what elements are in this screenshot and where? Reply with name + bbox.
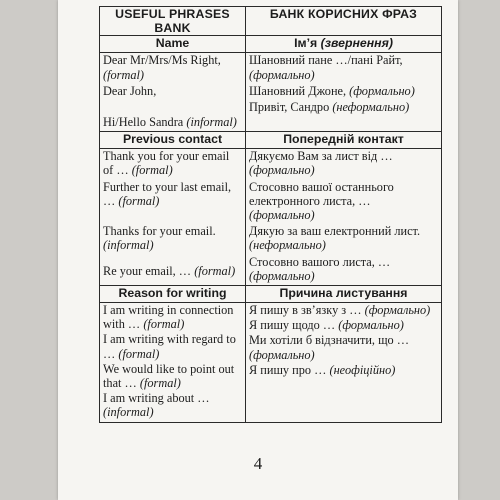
list-item: Привіт, Сандро (неформально) [249, 100, 410, 115]
list-item: Я пишу щодо … (формально) [249, 318, 404, 333]
header-english: USEFUL PHRASES BANK [100, 7, 246, 36]
ukrainian-phrases-cell [246, 149, 442, 286]
list-item: I am writing with regard to … (formal) [103, 332, 236, 361]
section-body-row [100, 149, 442, 286]
list-item: Шановний пане …/пані Райт, (формально) [249, 53, 403, 82]
section-header-row [100, 36, 442, 53]
list-item: Thanks for your email. (informal) [103, 224, 216, 253]
list-item: Dear Mr/Mrs/Ms Right, (formal) [103, 53, 221, 82]
english-phrases-cell [100, 53, 246, 132]
header-ukrainian: БАНК КОРИСНИХ ФРАЗ [246, 7, 442, 36]
list-item: Thank you for your email of … (formal) [103, 149, 230, 178]
section-title-english: Previous contact [100, 132, 246, 149]
ukrainian-phrases-cell [246, 303, 442, 423]
section-header-row [100, 132, 442, 149]
list-item: We would like to point out that … (formal) [103, 361, 235, 391]
section-title-english: Name [100, 36, 246, 53]
section-body-row [100, 53, 442, 132]
list-item: I am writing about … (informal) [103, 391, 210, 420]
book-page [58, 0, 458, 500]
english-phrases-cell [100, 149, 246, 286]
list-item: Dear John, [103, 83, 157, 98]
list-item: Шановний Джоне, (формально) [249, 83, 415, 98]
list-item: Я пишу про … (неофіційно) [249, 362, 396, 377]
section-title-english: Reason for writing [100, 286, 246, 303]
english-phrases-cell [100, 303, 246, 423]
section-title-ukrainian: Ім’я (звернення) [246, 36, 442, 53]
list-item: Стосовно вашої останнього електронного листа, … (формально) [249, 179, 394, 223]
list-item: Я пишу в зв’язку з … (формально) [249, 303, 431, 318]
section-header-row [100, 286, 442, 303]
ukrainian-phrases-cell [246, 53, 442, 132]
section-title-ukrainian: Попередній контакт [246, 132, 442, 149]
list-item: Дякуємо Вам за лист від … (формально) [249, 149, 393, 178]
section-title-ukrainian: Причина листування [246, 286, 442, 303]
phrases-table [99, 6, 442, 423]
section-title-note: (звернення) [320, 36, 393, 51]
list-item: I am writing in connection with … (formal) [103, 303, 234, 332]
section-body-row [100, 303, 442, 423]
list-item: Further to your last email, … (formal) [103, 179, 232, 208]
list-item: Стосовно вашого листа, … (формально) [249, 254, 391, 283]
page-number: 4 [253, 454, 263, 473]
list-item: Re your email, … (formal) [103, 264, 236, 279]
list-item: Ми хотіли б відзначити, що … (формально) [249, 333, 410, 362]
list-item: Дякую за ваш електронний лист. (неформально) [249, 224, 421, 253]
table-header-row [100, 7, 442, 36]
list-item: Hi/Hello Sandra (informal) [103, 115, 237, 130]
